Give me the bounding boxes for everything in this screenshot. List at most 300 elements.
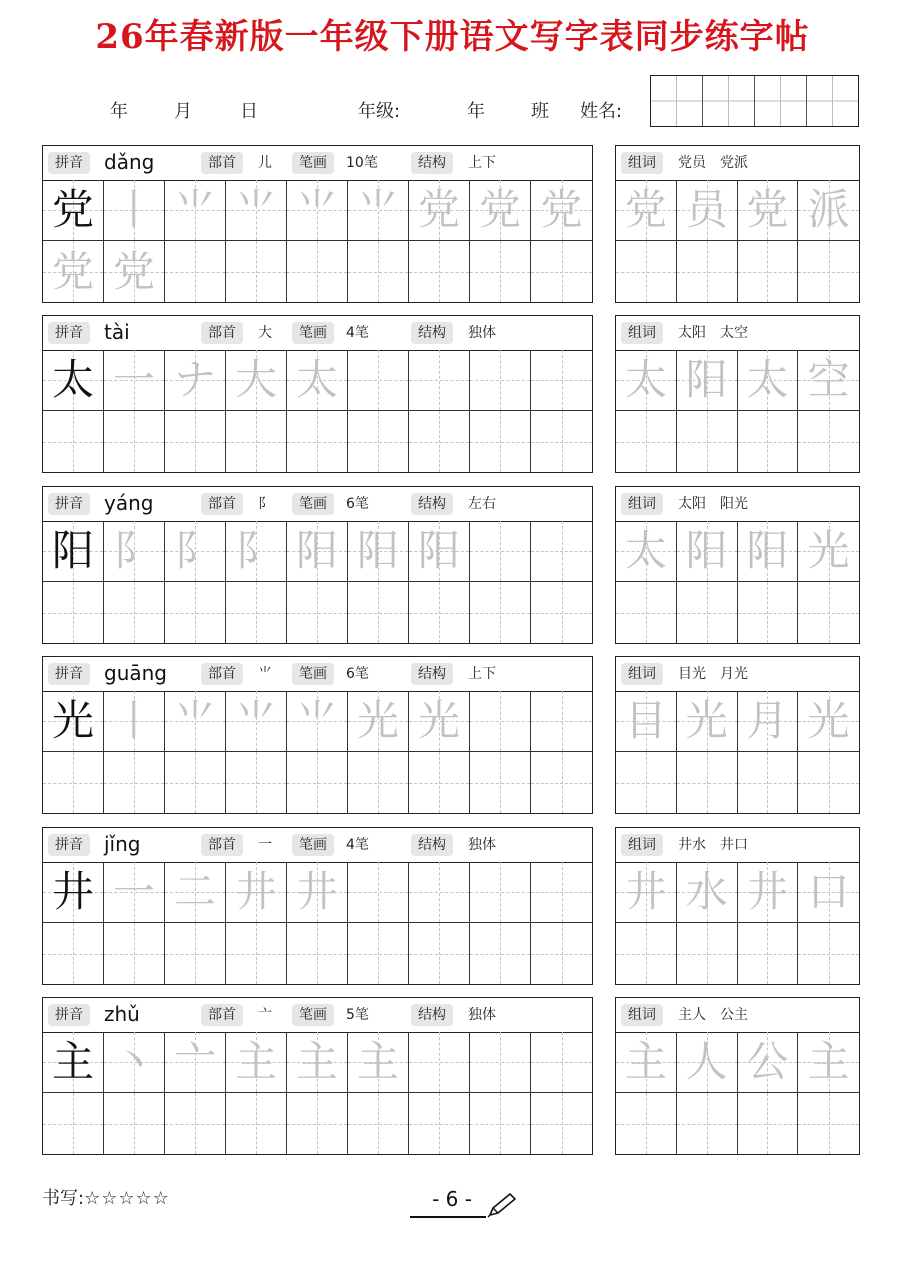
trace-char: 主 <box>356 1037 399 1086</box>
word-cell[interactable] <box>738 521 799 582</box>
practice-cell[interactable] <box>409 180 470 241</box>
trace-char: ⺌ <box>295 185 338 234</box>
trace-char: 大 <box>234 355 277 404</box>
practice-cell[interactable] <box>104 350 165 411</box>
practice-cell[interactable] <box>348 862 409 923</box>
practice-cell[interactable] <box>165 752 226 813</box>
practice-cell[interactable] <box>165 1032 226 1093</box>
word-cell[interactable] <box>677 521 738 582</box>
practice-cell[interactable] <box>531 862 592 923</box>
word-cell[interactable] <box>738 180 799 241</box>
words-tag: 组词 <box>621 1004 663 1026</box>
practice-cell[interactable] <box>287 752 348 813</box>
structure-tag: 结构 <box>411 663 453 685</box>
practice-cell[interactable] <box>409 691 470 752</box>
trace-char: 党 <box>51 246 94 296</box>
word-cell[interactable] <box>798 752 859 813</box>
practice-cell[interactable] <box>226 350 287 411</box>
practice-cell[interactable] <box>165 180 226 241</box>
practice-cell[interactable] <box>165 691 226 752</box>
practice-cell[interactable] <box>409 862 470 923</box>
word-cell[interactable] <box>738 582 799 643</box>
practice-cell[interactable] <box>531 350 592 411</box>
practice-cell[interactable] <box>348 1093 409 1154</box>
word-trace-char: 太 <box>624 355 667 404</box>
practice-cell[interactable] <box>348 691 409 752</box>
practice-cell[interactable] <box>348 521 409 582</box>
practice-cell[interactable] <box>165 411 226 472</box>
word-trace-char: 目 <box>624 696 667 745</box>
model-char-cell[interactable] <box>43 1032 104 1093</box>
trace-char: 丨 <box>112 696 155 745</box>
model-char: 太 <box>51 355 94 404</box>
pinyin-value: tài <box>104 320 130 344</box>
structure-value: 上下 <box>468 666 496 682</box>
words-value: 主人 公主 <box>678 1007 748 1023</box>
pinyin-tag: 拼音 <box>48 152 90 174</box>
word-cell[interactable] <box>798 180 859 241</box>
trace-char: 阳 <box>417 526 460 575</box>
name-cell[interactable] <box>703 76 755 126</box>
word-cell[interactable] <box>798 862 859 923</box>
word-cell[interactable] <box>738 691 799 752</box>
practice-cell[interactable] <box>287 1093 348 1154</box>
practice-cell[interactable] <box>531 752 592 813</box>
word-cell[interactable] <box>738 350 799 411</box>
words-tag: 组词 <box>621 663 663 685</box>
practice-cell[interactable] <box>287 180 348 241</box>
practice-cell[interactable] <box>470 521 531 582</box>
model-char-cell[interactable] <box>43 350 104 411</box>
practice-cell[interactable] <box>348 752 409 813</box>
word-cell[interactable] <box>677 180 738 241</box>
word-cell[interactable] <box>677 241 738 302</box>
practice-cell[interactable] <box>287 862 348 923</box>
practice-cell[interactable] <box>104 411 165 472</box>
word-cell[interactable] <box>677 411 738 472</box>
practice-cell[interactable] <box>104 241 165 302</box>
practice-cell[interactable] <box>531 1093 592 1154</box>
radical-tag: 部首 <box>201 152 243 174</box>
trace-char: 一 <box>112 867 155 916</box>
radical-tag: 部首 <box>201 663 243 685</box>
practice-cell[interactable] <box>531 582 592 643</box>
practice-cell[interactable] <box>226 1032 287 1093</box>
char-block <box>42 997 860 1155</box>
word-cell[interactable] <box>616 180 677 241</box>
words-value: 目光 月光 <box>678 666 748 682</box>
pen-icon <box>486 1192 518 1218</box>
trace-char: 主 <box>234 1037 277 1086</box>
word-trace-char: 太 <box>746 355 789 404</box>
practice-cell[interactable] <box>287 241 348 302</box>
practice-cell[interactable] <box>409 350 470 411</box>
radical-tag: 部首 <box>201 834 243 856</box>
pinyin-value: yáng <box>104 491 154 515</box>
strokes-tag: 笔画 <box>292 663 334 685</box>
practice-cell[interactable] <box>165 350 226 411</box>
trace-char: 丨 <box>112 185 155 234</box>
date-year-label: 年 <box>110 101 128 122</box>
practice-cell[interactable] <box>165 582 226 643</box>
word-practice-panel <box>615 486 860 644</box>
word-grid <box>616 691 859 813</box>
practice-cell[interactable] <box>531 180 592 241</box>
practice-cell[interactable] <box>348 923 409 984</box>
word-info-header <box>616 657 859 692</box>
practice-cell[interactable] <box>470 862 531 923</box>
practice-cell[interactable] <box>348 180 409 241</box>
practice-cell[interactable] <box>165 862 226 923</box>
practice-cell[interactable] <box>348 1032 409 1093</box>
word-cell[interactable] <box>616 1032 677 1093</box>
practice-cell[interactable] <box>104 691 165 752</box>
rating-stars[interactable]: ☆☆☆☆☆ <box>84 1188 170 1209</box>
trace-char: ⺌ <box>295 696 338 745</box>
practice-cell[interactable] <box>348 411 409 472</box>
structure-tag: 结构 <box>411 152 453 174</box>
practice-cell[interactable] <box>348 350 409 411</box>
word-practice-panel <box>615 827 860 985</box>
model-char: 光 <box>51 696 94 745</box>
practice-cell[interactable] <box>43 1093 104 1154</box>
char-block <box>42 486 860 644</box>
word-trace-char: 月 <box>746 696 789 745</box>
char-info-header <box>43 998 592 1033</box>
char-block <box>42 315 860 473</box>
practice-cell[interactable] <box>409 241 470 302</box>
practice-cell[interactable] <box>226 180 287 241</box>
radical-tag: 部首 <box>201 493 243 515</box>
word-trace-char: 派 <box>807 185 850 234</box>
word-grid <box>616 350 859 472</box>
char-block <box>42 145 860 303</box>
word-trace-char: 公 <box>746 1037 789 1086</box>
trace-char: 亠 <box>173 1037 216 1086</box>
practice-cell[interactable] <box>531 923 592 984</box>
trace-char: ナ <box>173 355 216 404</box>
char-info-header <box>43 487 592 522</box>
practice-cell[interactable] <box>43 411 104 472</box>
practice-cell[interactable] <box>409 411 470 472</box>
practice-cell[interactable] <box>531 411 592 472</box>
word-cell[interactable] <box>798 691 859 752</box>
word-info-header <box>616 316 859 351</box>
char-practice-panel <box>42 656 593 814</box>
word-cell[interactable] <box>616 923 677 984</box>
practice-cell[interactable] <box>409 1093 470 1154</box>
word-cell[interactable] <box>616 752 677 813</box>
word-trace-char: 井 <box>746 867 789 916</box>
words-tag: 组词 <box>621 152 663 174</box>
practice-cell[interactable] <box>531 1032 592 1093</box>
word-cell[interactable] <box>677 691 738 752</box>
char-info-header <box>43 828 592 863</box>
word-trace-char: 员 <box>685 185 728 234</box>
word-trace-char: 光 <box>807 526 850 575</box>
word-cell[interactable] <box>677 1093 738 1154</box>
page-underline <box>410 1216 486 1218</box>
trace-char: 党 <box>540 185 583 234</box>
practice-cell[interactable] <box>165 923 226 984</box>
practice-cell[interactable] <box>409 752 470 813</box>
practice-cell[interactable] <box>226 923 287 984</box>
words-value: 井水 井口 <box>678 837 748 853</box>
practice-cell[interactable] <box>226 241 287 302</box>
practice-cell[interactable] <box>287 923 348 984</box>
radical-value: 大 <box>258 325 272 341</box>
practice-grid <box>43 862 592 984</box>
radical-value: 一 <box>258 837 272 853</box>
trace-char: ⺌ <box>356 185 399 234</box>
practice-cell[interactable] <box>287 350 348 411</box>
word-info-header <box>616 828 859 863</box>
name-cell[interactable] <box>807 76 858 126</box>
trace-char: ⺌ <box>234 696 277 745</box>
word-info-header <box>616 487 859 522</box>
practice-cell[interactable] <box>104 1032 165 1093</box>
practice-cell[interactable] <box>409 582 470 643</box>
practice-cell[interactable] <box>287 411 348 472</box>
word-cell[interactable] <box>738 862 799 923</box>
practice-cell[interactable] <box>470 350 531 411</box>
practice-cell[interactable] <box>531 521 592 582</box>
strokes-value: 4笔 <box>346 837 369 853</box>
pinyin-tag: 拼音 <box>48 493 90 515</box>
word-cell[interactable] <box>677 1032 738 1093</box>
name-writing-grid[interactable] <box>650 75 859 127</box>
practice-grid <box>43 521 592 643</box>
word-practice-panel <box>615 997 860 1155</box>
word-cell[interactable] <box>616 862 677 923</box>
model-char: 阳 <box>51 526 94 575</box>
practice-cell[interactable] <box>43 752 104 813</box>
practice-cell[interactable] <box>531 241 592 302</box>
practice-cell[interactable] <box>43 582 104 643</box>
trace-char: 阝 <box>112 526 155 575</box>
trace-char: 二 <box>173 867 216 916</box>
word-info-header <box>616 146 859 181</box>
model-char-cell[interactable] <box>43 691 104 752</box>
practice-cell[interactable] <box>409 1032 470 1093</box>
page-number: - 6 - <box>432 1187 472 1211</box>
trace-char: ⺌ <box>173 696 216 745</box>
char-info-header <box>43 657 592 692</box>
word-trace-char: 党 <box>746 185 789 234</box>
radical-value: 儿 <box>258 155 272 171</box>
word-cell[interactable] <box>738 1093 799 1154</box>
practice-cell[interactable] <box>104 862 165 923</box>
name-cell[interactable] <box>651 76 703 126</box>
model-char-cell[interactable] <box>43 862 104 923</box>
practice-cell[interactable] <box>470 923 531 984</box>
trace-char: 光 <box>356 696 399 745</box>
char-block <box>42 827 860 985</box>
words-tag: 组词 <box>621 493 663 515</box>
word-cell[interactable] <box>798 1093 859 1154</box>
word-cell[interactable] <box>616 691 677 752</box>
practice-cell[interactable] <box>104 752 165 813</box>
word-cell[interactable] <box>738 1032 799 1093</box>
practice-cell[interactable] <box>226 521 287 582</box>
word-trace-char: 太 <box>624 526 667 575</box>
practice-cell[interactable] <box>165 241 226 302</box>
practice-cell[interactable] <box>470 691 531 752</box>
word-cell[interactable] <box>677 923 738 984</box>
strokes-value: 6笔 <box>346 666 369 682</box>
practice-cell[interactable] <box>226 411 287 472</box>
word-cell[interactable] <box>798 923 859 984</box>
radical-tag: 部首 <box>201 1004 243 1026</box>
word-trace-char: 光 <box>685 696 728 745</box>
practice-cell[interactable] <box>104 923 165 984</box>
word-cell[interactable] <box>738 923 799 984</box>
strokes-value: 5笔 <box>346 1007 369 1023</box>
word-trace-char: 光 <box>807 696 850 745</box>
model-char-cell[interactable] <box>43 521 104 582</box>
word-trace-char: 水 <box>685 867 728 916</box>
pinyin-tag: 拼音 <box>48 834 90 856</box>
strokes-tag: 笔画 <box>292 834 334 856</box>
word-cell[interactable] <box>798 241 859 302</box>
word-trace-char: 空 <box>807 355 850 404</box>
word-cell[interactable] <box>798 350 859 411</box>
pinyin-value: zhǔ <box>104 1002 140 1026</box>
word-cell[interactable] <box>798 521 859 582</box>
practice-cell[interactable] <box>226 582 287 643</box>
radical-tag: 部首 <box>201 322 243 344</box>
practice-cell[interactable] <box>226 1093 287 1154</box>
trace-char: 阳 <box>356 526 399 575</box>
practice-cell[interactable] <box>165 521 226 582</box>
practice-cell[interactable] <box>104 582 165 643</box>
practice-cell[interactable] <box>165 1093 226 1154</box>
trace-char: 党 <box>417 185 460 234</box>
practice-cell[interactable] <box>470 1093 531 1154</box>
word-cell[interactable] <box>798 582 859 643</box>
practice-cell[interactable] <box>287 691 348 752</box>
practice-cell[interactable] <box>470 180 531 241</box>
practice-cell[interactable] <box>470 752 531 813</box>
word-cell[interactable] <box>677 752 738 813</box>
char-practice-panel <box>42 827 593 985</box>
word-cell[interactable] <box>677 582 738 643</box>
practice-cell[interactable] <box>104 521 165 582</box>
practice-cell[interactable] <box>348 241 409 302</box>
structure-value: 上下 <box>468 155 496 171</box>
trace-char: 井 <box>234 867 277 916</box>
practice-cell[interactable] <box>226 691 287 752</box>
name-label: 姓名: <box>580 101 623 122</box>
pinyin-tag: 拼音 <box>48 322 90 344</box>
class-label: 班 <box>531 101 549 122</box>
word-cell[interactable] <box>677 862 738 923</box>
word-practice-panel <box>615 315 860 473</box>
word-cell[interactable] <box>616 1093 677 1154</box>
trace-char: 主 <box>295 1037 338 1086</box>
trace-char: 一 <box>112 355 155 404</box>
word-cell[interactable] <box>677 350 738 411</box>
practice-cell[interactable] <box>226 752 287 813</box>
word-cell[interactable] <box>738 411 799 472</box>
practice-cell[interactable] <box>470 241 531 302</box>
practice-grid <box>43 1032 592 1154</box>
practice-cell[interactable] <box>348 582 409 643</box>
practice-cell[interactable] <box>43 241 104 302</box>
grade-year-label: 年 <box>467 101 485 122</box>
word-cell[interactable] <box>798 1032 859 1093</box>
strokes-value: 4笔 <box>346 325 369 341</box>
word-practice-panel <box>615 656 860 814</box>
practice-cell[interactable] <box>287 1032 348 1093</box>
practice-grid <box>43 350 592 472</box>
word-trace-char: 人 <box>685 1037 728 1086</box>
word-trace-char: 党 <box>624 185 667 234</box>
trace-char: 阝 <box>234 526 277 575</box>
model-char-cell[interactable] <box>43 180 104 241</box>
date-day-label: 日 <box>240 101 258 122</box>
words-value: 党员 党派 <box>678 155 748 171</box>
char-practice-panel <box>42 486 593 644</box>
word-cell[interactable] <box>616 411 677 472</box>
trace-char: 丶 <box>112 1037 155 1086</box>
practice-cell[interactable] <box>470 1032 531 1093</box>
word-trace-char: 主 <box>807 1037 850 1086</box>
model-char: 井 <box>51 867 94 916</box>
word-cell[interactable] <box>616 521 677 582</box>
practice-cell[interactable] <box>470 411 531 472</box>
strokes-tag: 笔画 <box>292 322 334 344</box>
word-cell[interactable] <box>798 411 859 472</box>
strokes-tag: 笔画 <box>292 1004 334 1026</box>
practice-cell[interactable] <box>409 521 470 582</box>
char-info-header <box>43 316 592 351</box>
practice-cell[interactable] <box>43 923 104 984</box>
trace-char: ⺌ <box>173 185 216 234</box>
practice-cell[interactable] <box>531 691 592 752</box>
structure-tag: 结构 <box>411 834 453 856</box>
word-trace-char: 主 <box>624 1037 667 1086</box>
practice-cell[interactable] <box>226 862 287 923</box>
word-cell[interactable] <box>738 752 799 813</box>
word-cell[interactable] <box>616 582 677 643</box>
practice-cell[interactable] <box>287 521 348 582</box>
word-cell[interactable] <box>616 350 677 411</box>
structure-value: 独体 <box>468 837 496 853</box>
structure-value: 独体 <box>468 1007 496 1023</box>
practice-cell[interactable] <box>104 180 165 241</box>
trace-char: 阝 <box>173 526 216 575</box>
practice-cell[interactable] <box>287 582 348 643</box>
pinyin-tag: 拼音 <box>48 1004 90 1026</box>
word-grid <box>616 862 859 984</box>
model-char: 主 <box>51 1037 94 1086</box>
date-month-label: 月 <box>174 101 192 122</box>
practice-cell[interactable] <box>409 923 470 984</box>
name-cell[interactable] <box>755 76 807 126</box>
word-cell[interactable] <box>616 241 677 302</box>
practice-cell[interactable] <box>104 1093 165 1154</box>
word-grid <box>616 1032 859 1154</box>
pinyin-value: guāng <box>104 661 167 685</box>
word-cell[interactable] <box>738 241 799 302</box>
radical-value: 亠 <box>258 1007 272 1023</box>
radical-value: ⺌ <box>258 666 272 682</box>
word-grid <box>616 521 859 643</box>
trace-char: 光 <box>417 696 460 745</box>
grade-label: 年级: <box>358 101 401 122</box>
practice-cell[interactable] <box>470 582 531 643</box>
